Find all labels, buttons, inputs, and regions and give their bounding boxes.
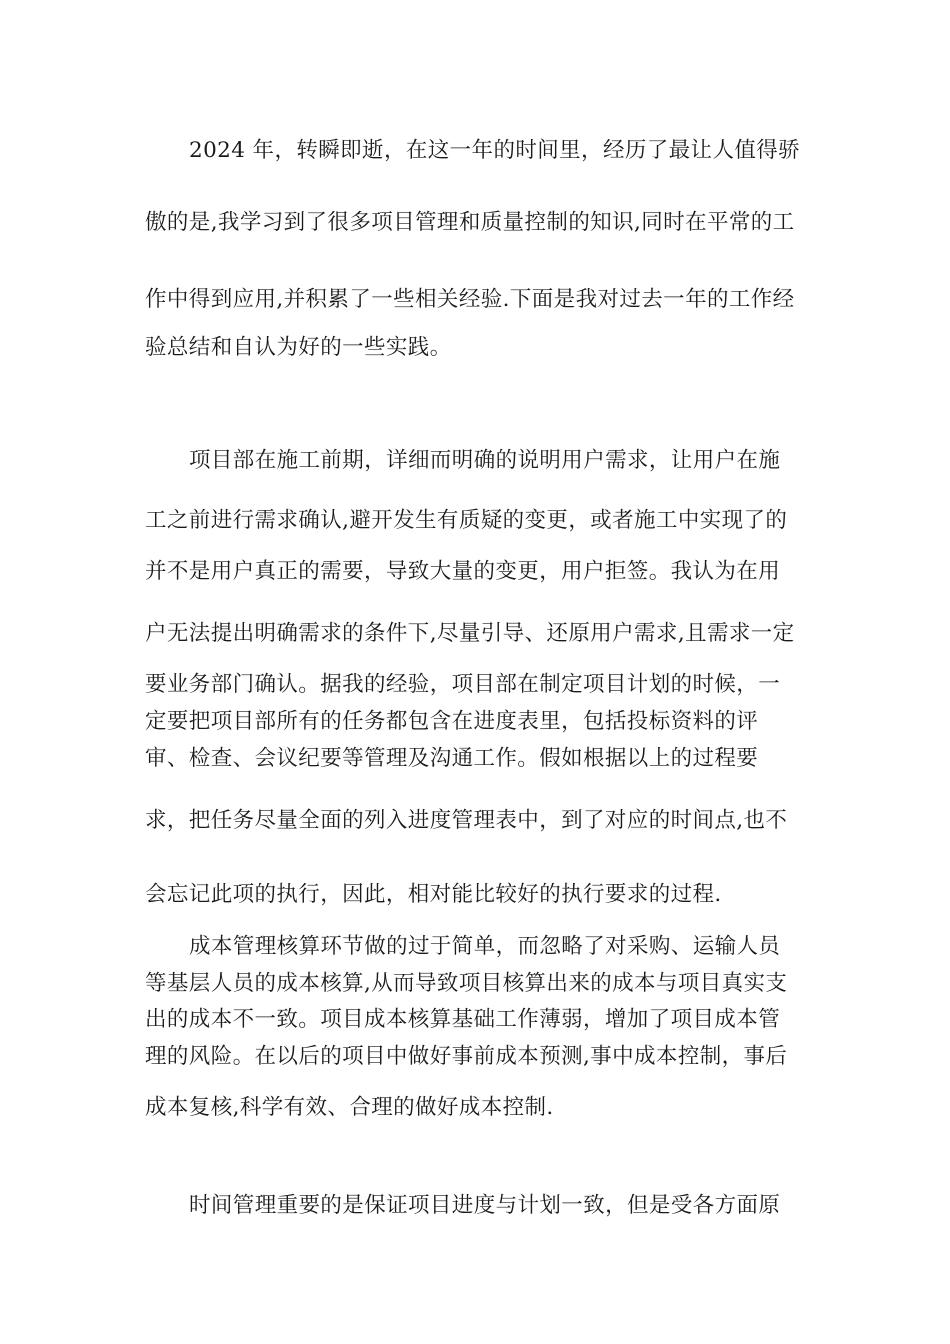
paragraph-3-line-3: 出的成本不一致。项目成本核算基础工作薄弱，增加了项目成本管 <box>145 1007 781 1032</box>
paragraph-3-line-2: 等基层人员的成本核算,从而导致项目核算出来的成本与项目真实支 <box>145 971 788 996</box>
paragraph-2-line-2: 工之前进行需求确认,避开发生有质疑的变更，或者施工中实现了的 <box>145 508 788 533</box>
paragraph-3-line-4: 理的风险。在以后的项目中做好事前成本预测,事中成本控制，事后 <box>145 1044 788 1069</box>
paragraph-2-line-8: 求，把任务尽量全面的列入进度管理表中，到了对应的时间点,也不 <box>145 808 788 833</box>
paragraph-1-line-3: 作中得到应用,并积累了一些相关经验.下面是我对过去一年的工作经 <box>145 287 795 312</box>
paragraph-2-line-6: 定要把项目部所有的任务都包含在进度表里，包括投标资料的评 <box>145 709 759 734</box>
paragraph-2-line-5: 要业务部门确认。据我的经验，项目部在制定项目计划的时候，一 <box>145 672 781 697</box>
paragraph-1-line-2: 傲的是,我学习到了很多项目管理和质量控制的知识,同时在平常的工 <box>145 210 795 235</box>
paragraph-2-line-1: 项目部在施工前期，详细而明确的说明用户需求，让用户在施 <box>189 448 781 473</box>
paragraph-2-line-3: 并不是用户真正的需要，导致大量的变更，用户拒签。我认为在用 <box>145 559 781 584</box>
paragraph-3-line-5: 成本复核,科学有效、合理的做好成本控制. <box>145 1095 554 1120</box>
paragraph-1-line-1: 2024 年，转瞬即逝，在这一年的时间里，经历了最让人值得骄 <box>189 138 801 163</box>
paragraph-2-line-7: 审、检查、会议纪要等管理及沟通工作。假如根据以上的过程要 <box>145 746 759 771</box>
paragraph-3-line-1: 成本管理核算环节做的过于简单，而忽略了对采购、运输人员 <box>189 934 781 959</box>
paragraph-1-line-4: 验总结和自认为好的一些实践。 <box>145 335 452 360</box>
paragraph-4-line-1: 时间管理重要的是保证项目进度与计划一致，但是受各方面原 <box>189 1193 781 1218</box>
paragraph-2-line-4: 户无法提出明确需求的条件下,尽量引导、还原用户需求,且需求一定 <box>145 621 795 646</box>
paragraph-2-line-9: 会忘记此项的执行，因此，相对能比较好的执行要求的过程. <box>145 882 722 907</box>
